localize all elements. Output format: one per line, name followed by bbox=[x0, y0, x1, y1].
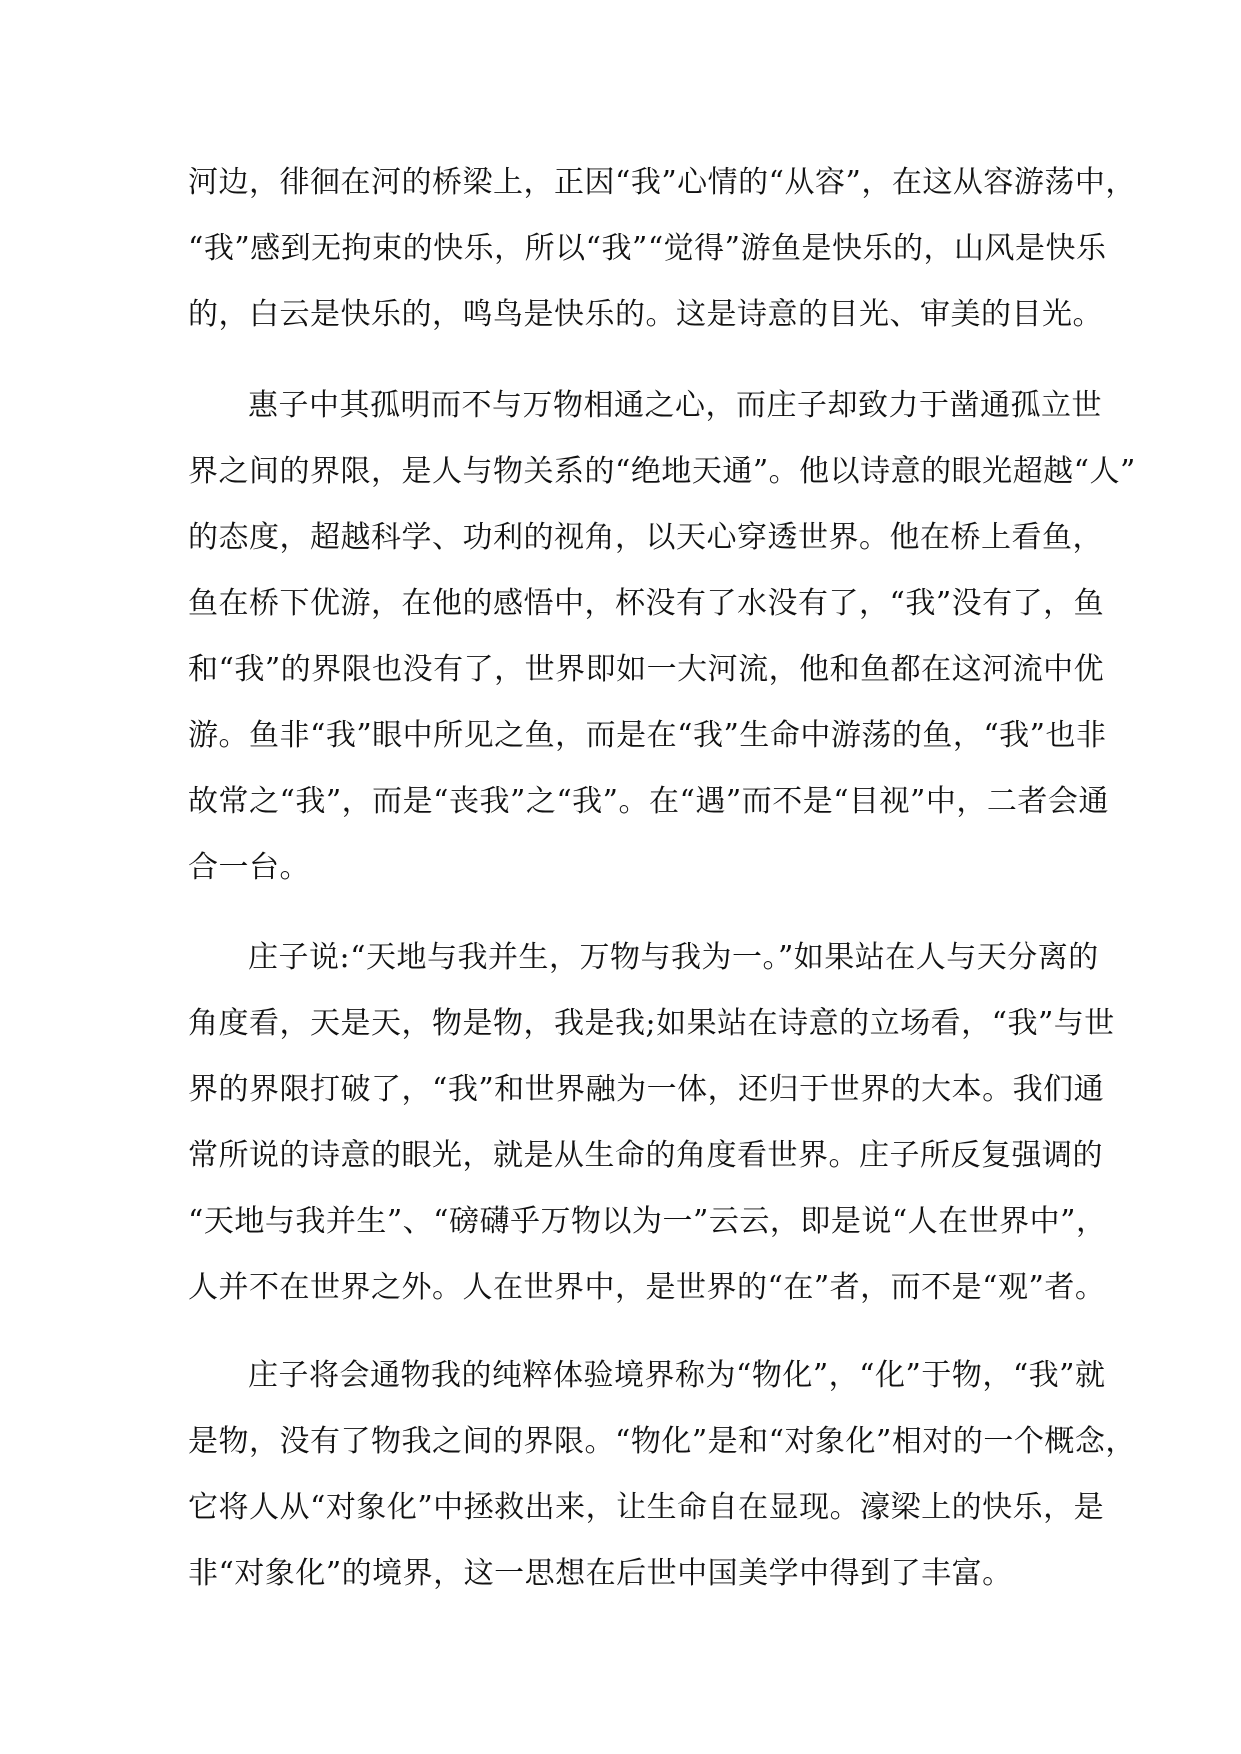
paragraph-4 bbox=[188, 1343, 1136, 1607]
text-line: 常所说的诗意的眼光，就是从生命的角度看世界。庄子所反复强调的 bbox=[188, 1138, 1103, 1173]
text-line: 界之间的界限，是人与物关系的“绝地天通”。他以诗意的眼光超越“人” bbox=[188, 454, 1136, 489]
text-line: 合一台。 bbox=[188, 850, 310, 885]
text-line: “天地与我并生”、“磅礴乎万物以为一”云云，即是说“人在世界中”， bbox=[188, 1204, 1107, 1239]
text-line: 界的界限打破了，“我”和世界融为一体，还归于世界的大本。我们通 bbox=[188, 1072, 1105, 1107]
text-line: 庄子说:“天地与我并生，万物与我为一。”如果站在人与天分离的 bbox=[248, 940, 1099, 975]
text-line: 故常之“我”，而是“丧我”之“我”。在“遇”而不是“目视”中，二者会通 bbox=[188, 784, 1109, 819]
text-line: 人并不在世界之外。人在世界中，是世界的“在”者，而不是“观”者。 bbox=[188, 1270, 1106, 1305]
text-line: “我”感到无拘束的快乐，所以“我”“觉得”游鱼是快乐的，山风是快乐 bbox=[188, 231, 1107, 266]
paragraph-3 bbox=[188, 925, 1115, 1321]
text-line: 角度看，天是天，物是物，我是我;如果站在诗意的立场看，“我”与世 bbox=[188, 1006, 1115, 1041]
paragraph-2 bbox=[188, 373, 1136, 901]
text-line: 庄子将会通物我的纯粹体验境界称为“物化”，“化”于物，“我”就 bbox=[248, 1358, 1106, 1393]
text-line: 的态度，超越科学、功利的视角，以天心穿透世界。他在桥上看鱼， bbox=[188, 520, 1103, 555]
text-line: 是物，没有了物我之间的界限。“物化”是和“对象化”相对的一个概念， bbox=[188, 1424, 1136, 1459]
paragraph-1 bbox=[188, 150, 1136, 348]
text-line: 游。鱼非“我”眼中所见之鱼，而是在“我”生命中游荡的鱼，“我”也非 bbox=[188, 718, 1107, 753]
text-line: 和“我”的界限也没有了，世界即如一大河流，他和鱼都在这河流中优 bbox=[188, 652, 1105, 687]
text-line: 它将人从“对象化”中拯救出来，让生命自在显现。濠梁上的快乐，是 bbox=[188, 1490, 1105, 1525]
text-line: 的，白云是快乐的，鸣鸟是快乐的。这是诗意的目光、审美的目光。 bbox=[188, 297, 1103, 332]
text-line: 鱼在桥下优游，在他的感悟中，杯没有了水没有了，“我”没有了，鱼 bbox=[188, 586, 1105, 621]
text-line: 河边，徘徊在河的桥梁上，正因“我”心情的“从容”，在这从容游荡中， bbox=[188, 165, 1136, 200]
text-line: 非“对象化”的境界，这一思想在后世中国美学中得到了丰富。 bbox=[188, 1556, 1013, 1591]
text-line: 惠子中其孤明而不与万物相通之心，而庄子却致力于凿通孤立世 bbox=[248, 388, 1102, 423]
